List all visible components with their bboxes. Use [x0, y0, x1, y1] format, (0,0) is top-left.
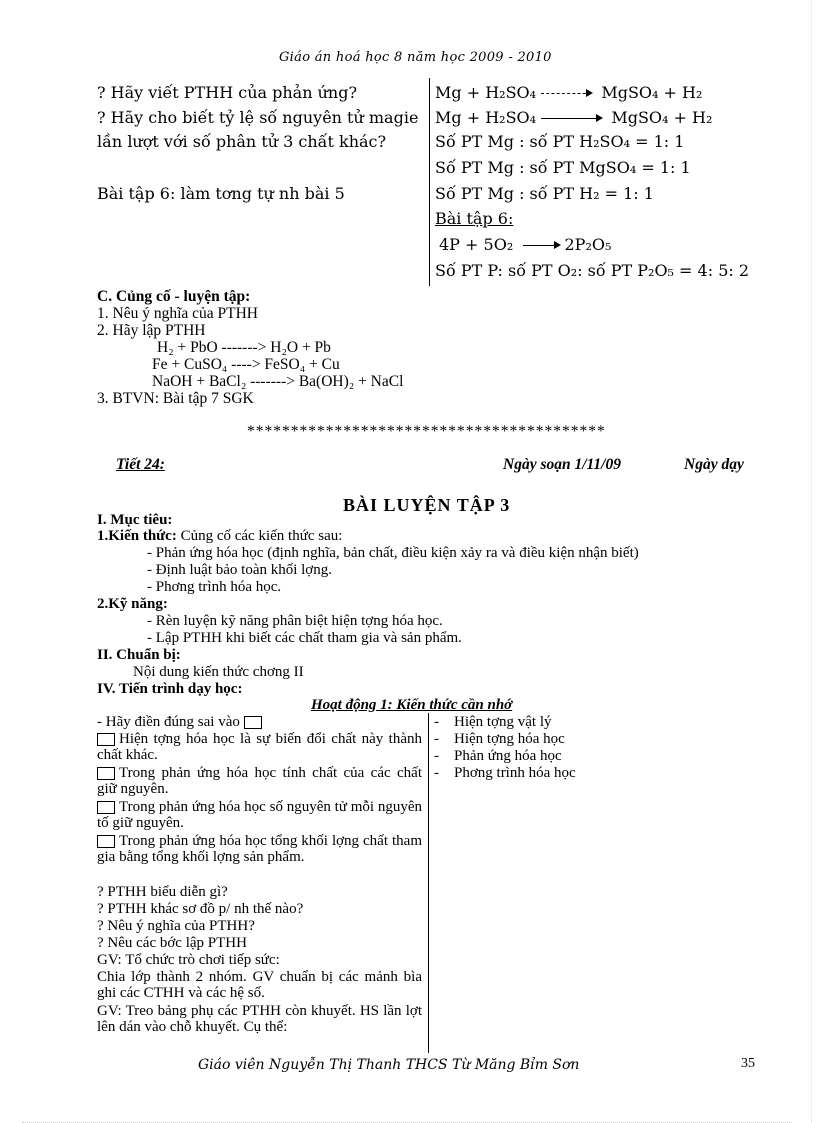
date-taught: Ngày dạy — [684, 456, 744, 473]
checkbox-icon — [97, 801, 115, 814]
activity-title: Hoạt động 1: Kiến thức cần nhớ — [311, 697, 513, 713]
page-header: Giáo án hoá học 8 năm học 2009 - 2010 — [279, 50, 552, 65]
ratio-phosphorus: Số PT P: số PT O₂: số PT P₂O₅ = 4: 5: 2 — [435, 261, 750, 280]
section-c-item2: 2. Hãy lập PTHH — [97, 322, 206, 339]
fill-prompt: - Hãy điền đúng sai vào — [97, 714, 422, 730]
lesson-period: Tiết 24: — [116, 456, 165, 473]
knowledge-item3: - Phơng trình hóa học. — [147, 579, 282, 595]
dashed-arrow-icon — [541, 93, 591, 94]
section-c-item1: 1. Nêu ý nghĩa của PTHH — [97, 305, 258, 322]
objectives-heading: I. Mục tiêu: — [97, 512, 173, 528]
skills-heading: 2.Kỹ năng: — [97, 596, 168, 612]
statement-3: Trong phản ứng hóa học số nguyên tử mỗi nguyên tố giữ nguyên. — [97, 799, 422, 832]
exercise6-label: Bài tập 6: — [435, 209, 514, 228]
equation-phosphorus: 4P + 5O₂ 2P₂O₅ — [439, 235, 612, 254]
question-pthh-diff: ? PTHH khác sơ đồ p/ nh thế nào? — [97, 901, 304, 917]
exercise6-instruction: Bài tập 6: làm tơng tự nh bài 5 — [97, 184, 345, 203]
skills-item2: - Lập PTHH khi biết các chất tham gia và sản phẩm. — [147, 630, 462, 646]
date-prepared: Ngày soạn 1/11/09 — [503, 456, 621, 473]
process-heading: IV. Tiến trình dạy học: — [97, 681, 243, 697]
group-instructions: Chia lớp thành 2 nhóm. GV chuẩn bị các mảnh bìa ghi các CTHH và các hệ số. — [97, 969, 422, 1002]
question-write-equation: ? Hãy viết PTHH của phản ứng? — [97, 83, 358, 102]
table-divider — [429, 78, 430, 286]
arrow-icon — [541, 118, 601, 119]
skills-item1: - Rèn luyện kỹ năng phân biệt hiện tợng hóa học. — [147, 613, 443, 629]
preparation-text: Nội dung kiến thức chơng II — [133, 664, 304, 680]
table2-divider — [428, 713, 429, 1053]
board-instructions: GV: Treo bảng phụ các PTHH còn khuyết. HS lần lợt lên dán vào chỗ khuyết. Cụ thể: — [97, 1003, 422, 1036]
equation-naoh-bacl2: NaOH + BaCl₂ -------> Ba(OH)₂ + NaCl — [152, 373, 404, 390]
knowledge-item1: - Phản ứng hóa học (định nghĩa, bản chất, điều kiện xảy ra và điều kiện nhận biết) — [147, 545, 639, 561]
statement-1: Hiện tợng hóa học là sự biến đổi chất này thành chất khác. — [97, 731, 422, 764]
page-right-border — [811, 0, 812, 1123]
ratio-h2so4: Số PT Mg : số PT H₂SO₄ = 1: 1 — [435, 132, 685, 151]
section-c-item3: 3. BTVN: Bài tập 7 SGK — [97, 390, 254, 407]
checkbox-icon — [97, 767, 115, 780]
knowledge-line: 1.Kiến thức: Củng cố các kiến thức sau: — [97, 528, 343, 544]
equation-mg-solid: Mg + H₂SO₄ MgSO₄ + H₂ — [435, 108, 713, 127]
page-number: 35 — [741, 1056, 755, 1071]
ratio-h2: Số PT Mg : số PT H₂ = 1: 1 — [435, 184, 654, 203]
separator-stars: ***************************************** — [247, 423, 606, 440]
checkbox-icon — [97, 733, 115, 746]
right-item-1: - Hiện tợng vật lý — [434, 714, 552, 730]
statement-4: Trong phản ứng hóa học tổng khối lợng chất tham gia bằng tổng khối lợng sản phẩm. — [97, 833, 422, 866]
footer-teacher: Giáo viên Nguyễn Thị Thanh THCS Từ Măng Bỉm Sơn — [198, 1057, 580, 1073]
right-item-3: - Phản ứng hóa học — [434, 748, 562, 764]
section-c-title: C. Củng cố - luyện tập: — [97, 288, 251, 305]
question-ratio-line1: ? Hãy cho biết tỷ lệ số nguyên tử magie — [97, 108, 419, 127]
right-item-4: - Phơng trình hóa học — [434, 765, 576, 781]
question-pthh-meaning: ? Nêu ý nghĩa của PTHH? — [97, 918, 255, 934]
statement-2: Trong phản ứng hóa học tính chất của các chất giữ nguyên. — [97, 765, 422, 798]
checkbox-icon — [97, 835, 115, 848]
question-ratio-line2: lần lượt với số phân tử 3 chất khác? — [97, 132, 387, 151]
equation-h2-pbo: H₂ + PbO -------> H₂O + Pb — [157, 339, 331, 356]
arrow-icon — [523, 245, 559, 246]
checkbox-icon — [244, 716, 262, 729]
ratio-mgso4: Số PT Mg : số PT MgSO₄ = 1: 1 — [435, 158, 691, 177]
question-pthh-steps: ? Nêu các bớc lập PTHH — [97, 935, 247, 951]
preparation-heading: II. Chuẩn bị: — [97, 647, 181, 663]
equation-fe-cuso4: Fe + CuSO₄ ----> FeSO₄ + Cu — [152, 356, 340, 373]
question-pthh-represent: ? PTHH biểu diễn gì? — [97, 884, 228, 900]
teacher-game-line: GV: Tổ chức trò chơi tiếp sức: — [97, 952, 280, 968]
equation-mg-dashed: Mg + H₂SO₄ MgSO₄ + H₂ — [435, 83, 703, 102]
lesson-title: BÀI LUYỆN TẬP 3 — [343, 495, 511, 515]
right-item-2: - Hiện tợng hóa học — [434, 731, 565, 747]
knowledge-item2: - Định luật bảo toàn khối lợng. — [147, 562, 332, 578]
